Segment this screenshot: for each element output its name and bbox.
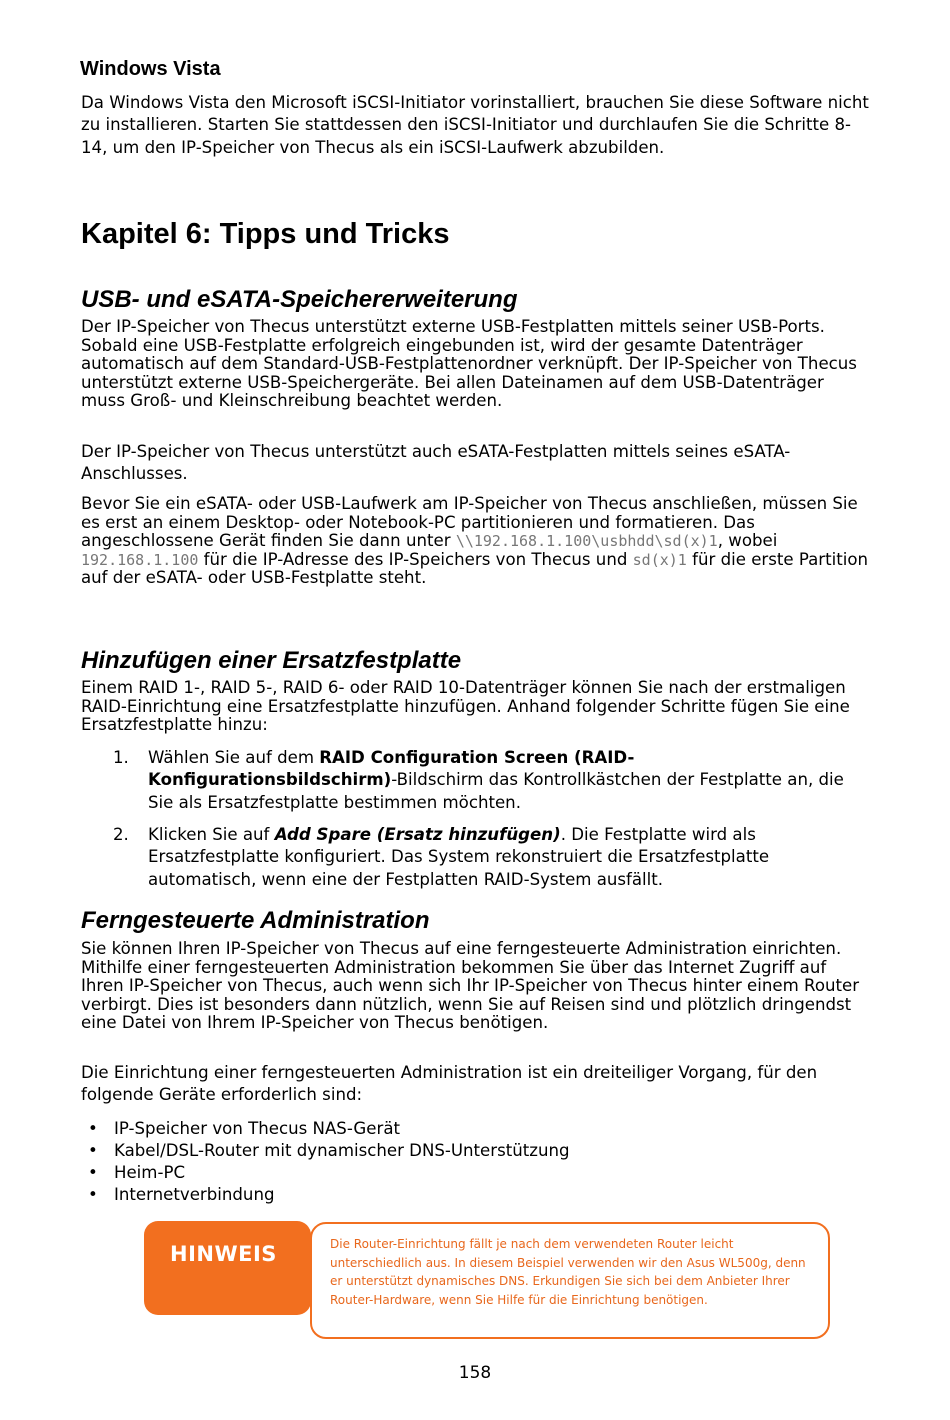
usb-paragraph-2: Der IP-Speicher von Thecus unterstützt auch eSATA-Festplatten mittels seines eSATA-Anschlusses. bbox=[81, 442, 791, 484]
note-label: HINWEIS bbox=[144, 1221, 311, 1315]
usb-esata-heading: USB- und eSATA-Speichererweiterung bbox=[81, 286, 518, 313]
partition-name: sd(x)1 bbox=[632, 550, 687, 569]
windows-vista-paragraph: Da Windows Vista den Microsoft iSCSI-Initiator vorinstalliert, brauchen Sie diese Software nicht zu installieren. Starten Sie stattdessen den iSCSI-Initiator und durchlaufen Sie die Schritte 8-14, um den IP-Speicher von Thecus als ein iSCSI-Laufwerk abzubilden. bbox=[81, 93, 869, 157]
spare-disk-intro: Einem RAID 1-, RAID 5-, RAID 6- oder RAID 10-Datenträger können Sie nach der erstmaligen RAID-Einrichtung eine Ersatzfestplatte hinzufügen. Anhand folgender Schritte fügen Sie eine Ersatzfestplatte hinzu: bbox=[81, 678, 850, 735]
remote-admin-paragraph-2: Die Einrichtung einer ferngesteuerten Administration ist ein dreiteiliger Vorgang, für den folgende Geräte erforderlich sind: bbox=[81, 1063, 818, 1105]
spare-disk-heading: Hinzufügen einer Ersatzfestplatte bbox=[81, 647, 462, 674]
remote-admin-paragraph-1: Sie können Ihren IP-Speicher von Thecus auf eine ferngesteuerte Administration einrichten. Mithilfe einer ferngesteuerten Administration bekommen Sie über das Internet Zugriff auf Ihren IP-Speicher von Thecus, auch wenn sich Ihr IP-Speicher von Thecus hinter einem Router verbirgt. Dies ist besonders dann nützlich, wenn Sie auf Reisen sind und plötzlich dringendst eine Datei von Ihrem IP-Speicher von Thecus benötigen. bbox=[81, 939, 860, 1033]
note-box bbox=[310, 1222, 830, 1339]
remote-admin-heading: Ferngesteuerte Administration bbox=[81, 907, 430, 934]
usb-paragraph-1: Der IP-Speicher von Thecus unterstützt externe USB-Festplatten mittels seiner USB-Ports. Sobald eine USB-Festplatte erfolgreich eingebunden ist, wird der gesamte Datenträger automatisch auf dem Standard-USB-Festplattenordner verknüpft. Der IP-Speicher von Thecus unterstützt externe USB-Speichergeräte. Bei allen Dateinamen auf dem USB-Datenträger muss Groß- und Kleinschreibung beachtet werden. bbox=[81, 317, 857, 411]
windows-vista-heading: Windows Vista bbox=[80, 58, 221, 80]
ip-address: 192.168.1.100 bbox=[81, 550, 199, 569]
share-path: \\192.168.1.100\usbhdd\sd(x)1 bbox=[455, 532, 718, 551]
note-text: Die Router-Einrichtung fällt je nach dem verwendeten Router leicht unterschiedlich aus. In diesem Beispiel verwenden wir den Asus WL500g, denn er unterstützt dynamisches DNS. Erkundigen Sie sich bei dem Anbieter Ihrer Router-Hardware, wenn Sie Hilfe für die Einrichtung benötigen. bbox=[330, 1237, 806, 1307]
usb-paragraph-3: Bevor Sie ein eSATA- oder USB-Laufwerk am IP-Speicher von Thecus anschließen, müssen Sie es erst an einem Desktop- oder Notebook-PC partitionieren und formatieren. Das angeschlossene Gerät finden Sie dann unter \\192.168.1.100\usbhdd\sd(x)1, wobei 192.168.1.100 für die IP-Adresse des IP-Speichers von Thecus und sd(x)1 für die erste Partition auf der eSATA- oder USB-Festplatte steht. bbox=[81, 494, 869, 588]
chapter-title: Kapitel 6: Tipps und Tricks bbox=[81, 218, 450, 250]
page-number: 158 bbox=[458, 1363, 492, 1383]
